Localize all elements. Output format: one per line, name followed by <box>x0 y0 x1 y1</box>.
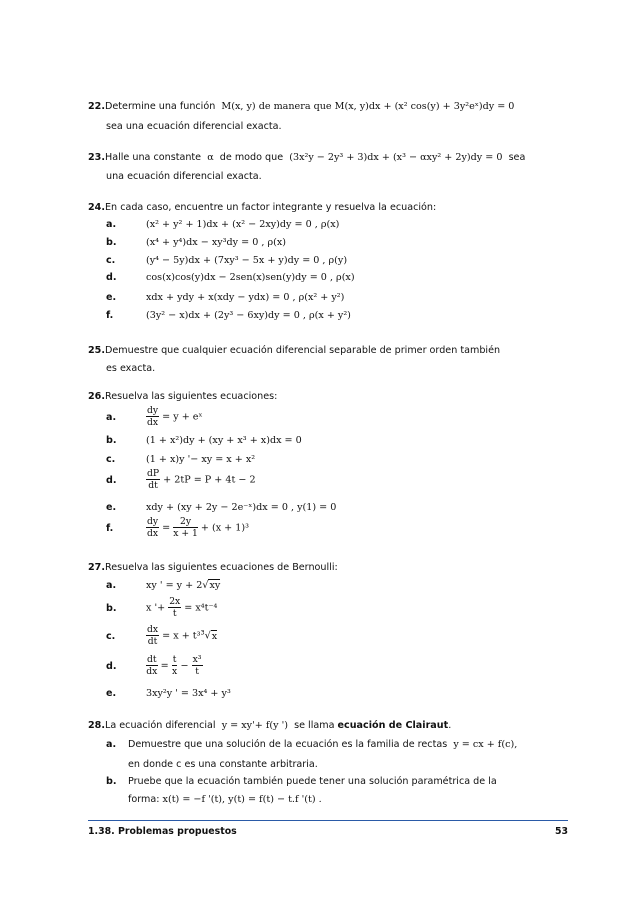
problem-28-item-a-line2: en donde c es una constante arbitraria. <box>128 759 318 770</box>
problem-24-item-b: b. (x⁴ + y⁴)dx − xy³dy = 0 , ρ(x) <box>106 237 286 248</box>
problem-22-line2: sea una ecuación diferencial exacta. <box>106 121 282 132</box>
problem-26-item-e: e. xdy + (xy + 2y − 2e⁻ˣ)dx = 0 , y(1) = 0 <box>106 502 337 513</box>
fraction: $\frac{dx}{dt}$ <box>147 624 159 647</box>
problem-27-item-c: c. $\frac{dx}{dt}$ = x + t³$^3$√x <box>106 624 218 647</box>
problem-26-item-f: f. $\frac{dy}{dx}$ = $\frac{2y}{x + 1}$ + (x + 1)³ <box>106 516 249 539</box>
problem-number: 24. <box>88 202 105 213</box>
fraction: $\frac{2x}{t}$ <box>169 596 181 619</box>
fraction: $\frac{dP}{dt}$ <box>147 468 160 491</box>
problem-number: 22. <box>88 101 105 112</box>
problem-23-line1 <box>88 152 525 164</box>
fraction: $\frac{t}{x}$ <box>172 654 178 677</box>
problem-26-item-a: a. $\frac{dy}{dx}$ = y + eˣ <box>106 405 203 428</box>
problem-25-line2: es exacta. <box>106 363 156 374</box>
problem-24-item-e: e. xdx + ydy + x(xdy − ydx) = 0 , ρ(x² + y²) <box>106 292 345 303</box>
problem-28-item-b-line1: b. Pruebe que la ecuación también puede tener una solución paramétrica de la <box>106 776 497 787</box>
fraction: $\frac{2y}{x + 1}$ <box>173 516 198 539</box>
problem-24-item-a: a. (x² + y² + 1)dx + (x² − 2xy)dy = 0 , ρ(x) <box>106 219 340 230</box>
problem-22-line1 <box>88 101 514 113</box>
problem-text: Resuelva las siguientes ecuaciones de Bernoulli: <box>105 562 338 573</box>
sqrt-symbol: √ <box>202 580 209 591</box>
cbrt-symbol: √ <box>204 630 211 642</box>
fraction: $\frac{dy}{dx}$ <box>147 516 159 539</box>
problem-equation: M(x, y) de manera que M(x, y)dx + (x² cos(y) + 3y²eˣ)dy = 0 <box>221 101 515 112</box>
footer-rule <box>88 820 568 821</box>
problem-number: 25. <box>88 345 105 356</box>
footer-section-title: 1.38. Problemas propuestos <box>88 826 237 837</box>
problem-24-item-d: d. cos(x)cos(y)dx − 2sen(x)sen(y)dy = 0 , ρ(x) <box>106 272 355 283</box>
problem-number: 26. <box>88 391 105 402</box>
problem-text: Demuestre que cualquier ecuación diferencial separable de primer orden también <box>105 345 501 356</box>
problem-text: En cada caso, encuentre un factor integrante y resuelva la ecuación: <box>105 202 437 213</box>
problem-26-item-c: c. (1 + x)y '− xy = x + x² <box>106 454 256 465</box>
problem-26-item-b: b. (1 + x²)dy + (xy + x³ + x)dx = 0 <box>106 435 302 446</box>
problem-number: 28. <box>88 720 105 731</box>
problem-25-line1 <box>88 345 500 357</box>
problem-27-item-e: e. 3xy²y ' = 3x⁴ + y³ <box>106 688 231 699</box>
problem-26-intro <box>88 391 277 403</box>
fraction: $\frac{dt}{dx}$ <box>146 654 158 677</box>
problem-text-mid: de modo que <box>219 152 284 163</box>
problem-24-item-f: f. (3y² − x)dx + (2y³ − 6xy)dy = 0 , ρ(x + y²) <box>106 310 351 321</box>
problem-27-item-d: d. $\frac{dt}{dx}$ = $\frac{t}{x}$ − $\frac{\text{x³}}{t}$ <box>106 654 202 677</box>
problem-23-line2: una ecuación diferencial exacta. <box>106 171 262 182</box>
fraction: $\frac{\text{x³}}{t}$ <box>192 654 202 677</box>
alpha-symbol: α <box>207 152 214 163</box>
problem-24-intro <box>88 202 436 214</box>
problem-text: Resuelva las siguientes ecuaciones: <box>105 391 278 402</box>
page-number: 53 <box>554 826 568 837</box>
problem-text: Halle una constante <box>105 152 202 163</box>
problem-28-item-b-line2: forma: x(t) = −f '(t), y(t) = f(t) − t.f '(t) . <box>128 794 322 805</box>
problem-27-intro <box>88 562 338 574</box>
problem-28-item-a-line1: a. Demuestre que una solución de la ecuación es la familia de rectas y = cx + f(c), <box>106 739 518 750</box>
problem-28-line1: 28.La ecuación diferencial y = xy'+ f(y ') se llama ecuación de Clairaut. <box>88 720 452 731</box>
problem-24-item-c: c. (y⁴ − 5y)dx + (7xy³ − 5x + y)dy = 0 , ρ(y) <box>106 255 348 266</box>
problem-27-item-b: b. x '+ $\frac{2x}{t}$ = x⁴t⁻⁴ <box>106 596 218 619</box>
problem-text-end: sea <box>508 152 526 163</box>
problem-27-item-a: a. xy ' = y + 2√xy <box>106 580 221 591</box>
problem-text: Determine una función <box>105 101 216 112</box>
problem-equation: (3x²y − 2y³ + 3)dx + (x³ − αxy² + 2y)dy = 0 <box>289 152 503 163</box>
problem-number: 23. <box>88 152 105 163</box>
clairaut-term: ecuación de Clairaut <box>337 720 449 731</box>
fraction: $\frac{dy}{dx}$ <box>147 405 159 428</box>
problem-number: 27. <box>88 562 105 573</box>
problem-26-item-d: d. $\frac{dP}{dt}$ + 2tP = P + 4t − 2 <box>106 468 256 491</box>
